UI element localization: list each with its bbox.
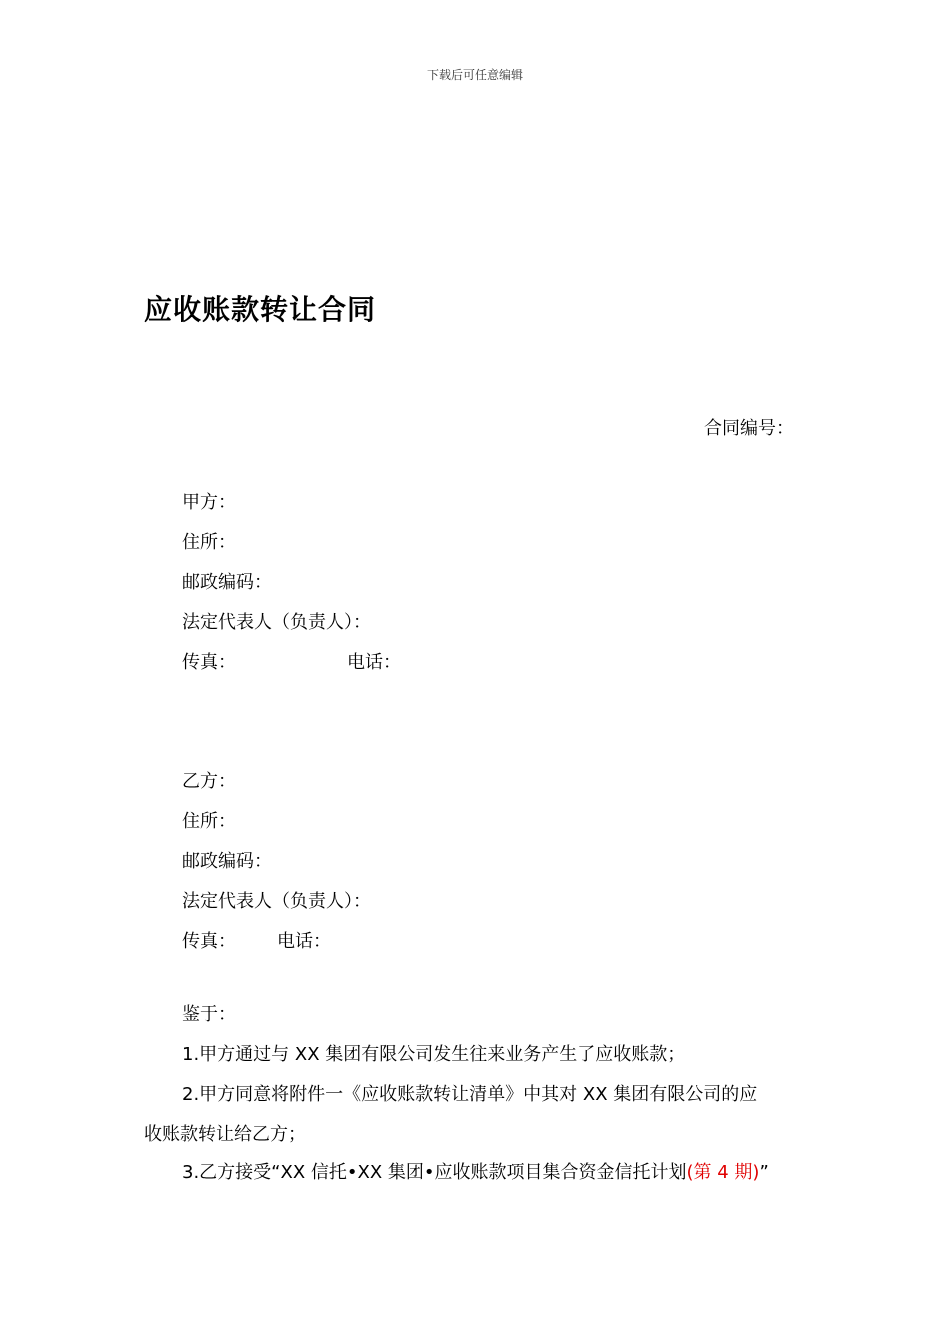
party-a-address: 住所： xyxy=(182,532,236,553)
whereas-item-3-close-quote: ” xyxy=(759,1162,769,1183)
whereas-item-2-line-1: 2.甲方同意将附件一《应收账款转让清单》中其对 XX 集团有限公司的应 xyxy=(182,1084,758,1105)
party-b-phone: 电话： xyxy=(277,931,331,952)
whereas-item-3-issue: (第 4 期) xyxy=(686,1162,760,1183)
party-a-postal-code: 邮政编码： xyxy=(182,572,272,593)
party-a-fax: 传真： xyxy=(182,652,236,673)
contract-number-label: 合同编号： xyxy=(704,418,794,439)
party-b-address: 住所： xyxy=(182,811,236,832)
whereas-item-1: 1.甲方通过与 XX 集团有限公司发生往来业务产生了应收账款； xyxy=(182,1044,686,1065)
document-title: 应收账款转让合同 xyxy=(144,293,377,326)
whereas-item-2-line-2: 收账款转让给乙方； xyxy=(144,1124,306,1145)
party-a-name: 甲方： xyxy=(182,492,236,513)
whereas-item-3 xyxy=(182,1158,769,1184)
party-a-legal-rep: 法定代表人（负责人）： xyxy=(182,612,371,633)
whereas-label: 鉴于： xyxy=(182,1004,236,1025)
party-b-name: 乙方： xyxy=(182,771,236,792)
party-b-legal-rep: 法定代表人（负责人）： xyxy=(182,891,371,912)
party-a-phone: 电话： xyxy=(347,652,401,673)
party-b-fax: 传真： xyxy=(182,931,236,952)
party-b-postal-code: 邮政编码： xyxy=(182,851,272,872)
whereas-item-3-text: 3.乙方接受“XX 信托•XX 集团•应收账款项目集合资金信托计划 xyxy=(182,1162,687,1183)
header-note: 下载后可任意编辑 xyxy=(426,68,523,82)
